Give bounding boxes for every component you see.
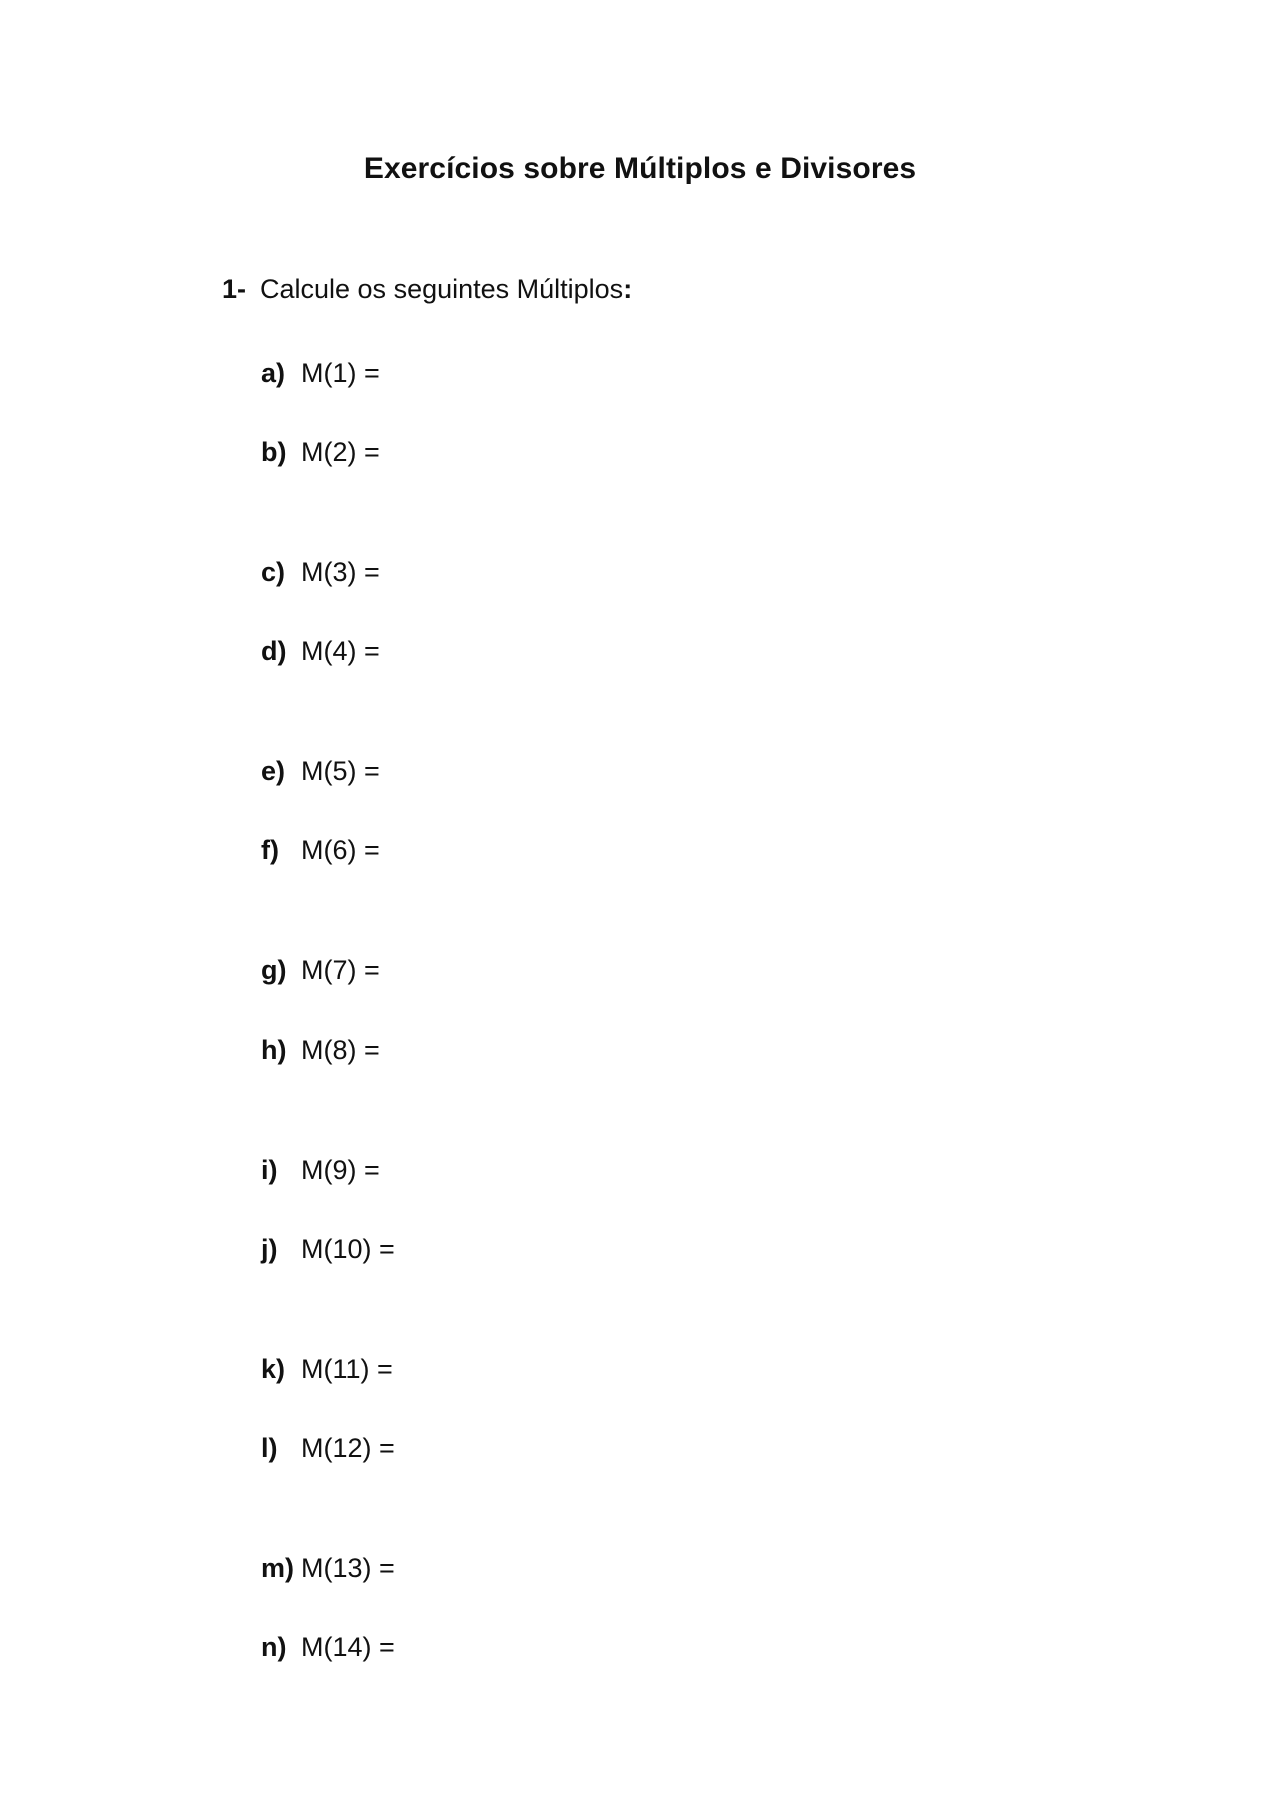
exercise-item-c	[261, 555, 380, 589]
exercise-item-a	[261, 356, 380, 390]
item-expression: M(11) =	[301, 1354, 393, 1384]
item-expression: M(14) =	[301, 1632, 395, 1662]
item-expression: M(10) =	[301, 1234, 395, 1264]
item-letter: j)	[261, 1234, 278, 1264]
exercise-item-n	[261, 1630, 395, 1664]
exercise-item-l	[261, 1431, 395, 1465]
exercise-item-b	[261, 435, 380, 469]
exercise-item-f	[261, 833, 380, 867]
item-letter: b)	[261, 437, 287, 467]
exercise-item-d	[261, 634, 380, 668]
exercise-item-h	[261, 1033, 380, 1067]
item-letter: k)	[261, 1354, 286, 1384]
item-letter: m)	[261, 1553, 294, 1583]
exercise-item-m	[261, 1551, 395, 1585]
item-expression: M(7) =	[301, 955, 380, 985]
item-expression: M(6) =	[301, 835, 380, 865]
item-letter: c)	[261, 557, 286, 587]
item-letter: h)	[261, 1035, 287, 1065]
item-expression: M(8) =	[301, 1035, 380, 1065]
page-title: Exercícios sobre Múltiplos e Divisores	[363, 152, 917, 185]
item-expression: M(3) =	[301, 557, 380, 587]
question-colon: :	[623, 274, 633, 304]
item-letter: e)	[261, 756, 286, 786]
item-letter: n)	[261, 1632, 287, 1662]
item-letter: i)	[261, 1155, 278, 1185]
question-text: Calcule os seguintes Múltiplos	[260, 274, 624, 304]
item-expression: M(5) =	[301, 756, 380, 786]
item-expression: M(2) =	[301, 437, 380, 467]
item-expression: M(13) =	[301, 1553, 395, 1583]
item-expression: M(4) =	[301, 636, 380, 666]
question-1	[222, 274, 632, 305]
exercise-item-k	[261, 1352, 393, 1386]
item-expression: M(9) =	[301, 1155, 380, 1185]
exercise-item-g	[261, 953, 380, 987]
exercise-item-e	[261, 754, 380, 788]
item-letter: f)	[261, 835, 279, 865]
exercise-item-i	[261, 1153, 380, 1187]
item-letter: g)	[261, 955, 287, 985]
item-letter: l)	[261, 1433, 278, 1463]
exercise-item-j	[261, 1232, 395, 1266]
item-letter: a)	[261, 358, 286, 388]
question-number: 1-	[222, 274, 247, 304]
item-expression: M(1) =	[301, 358, 380, 388]
item-expression: M(12) =	[301, 1433, 395, 1463]
item-letter: d)	[261, 636, 287, 666]
